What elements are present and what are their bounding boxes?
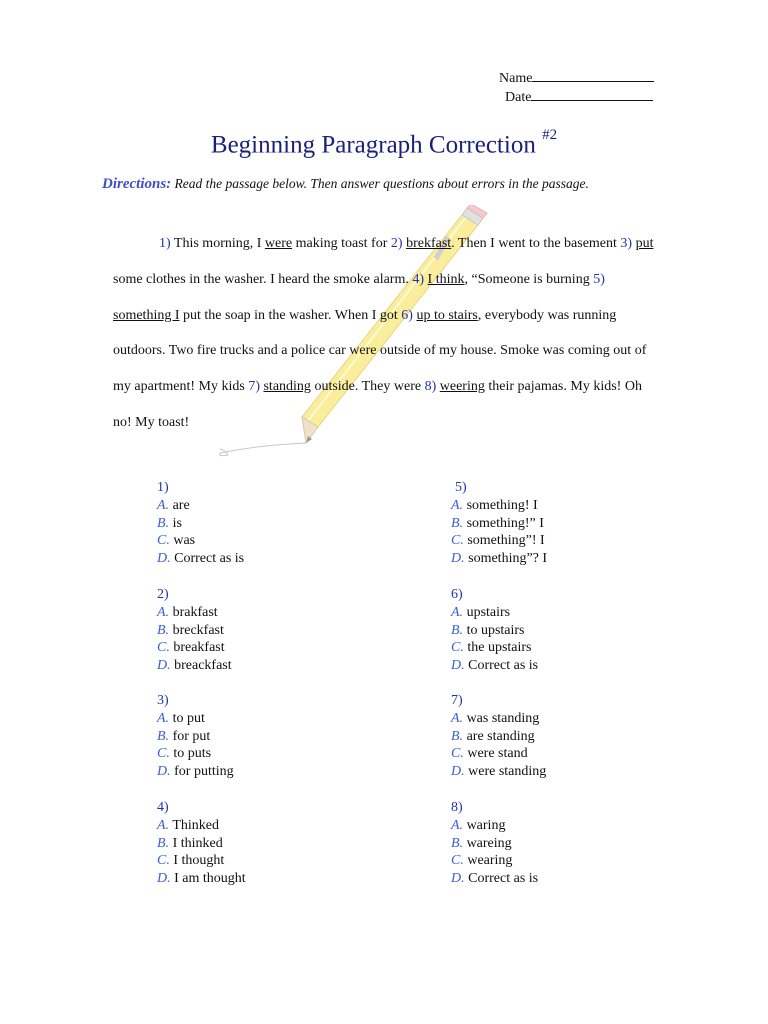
- passage-text: making toast for: [292, 236, 391, 251]
- directions-text: Read the passage below. Then answer questions about errors in the passage.: [174, 176, 589, 191]
- passage-text: their pajamas. My kids! Oh no! My toast!: [113, 379, 642, 430]
- answer-option: [157, 550, 244, 568]
- option-letter: A.: [451, 710, 464, 726]
- answer-option: [451, 710, 546, 728]
- underlined-error: up to stairs: [416, 307, 478, 323]
- question-number: 5): [455, 480, 467, 495]
- option-letter: B.: [451, 835, 464, 851]
- page-title: [0, 122, 768, 162]
- option-letter: C.: [451, 853, 464, 869]
- question-marker: 6): [401, 307, 413, 323]
- option-text: was standing: [466, 710, 540, 726]
- option-text: wareing: [466, 835, 512, 851]
- answer-option: [157, 497, 244, 515]
- answer-option: [451, 622, 538, 640]
- option-letter: A.: [451, 817, 464, 833]
- passage-text: outside. They were: [310, 379, 425, 395]
- question-marker: 1): [159, 236, 171, 251]
- underlined-error: standing: [263, 379, 311, 395]
- answer-option: [451, 639, 538, 657]
- option-letter: D.: [451, 551, 465, 567]
- question-block: [451, 692, 546, 781]
- option-letter: D.: [157, 658, 171, 674]
- name-field: [499, 69, 654, 88]
- option-text: breckfast: [172, 622, 224, 638]
- option-text: Thinked: [172, 817, 219, 833]
- directions: [102, 175, 589, 193]
- option-letter: C.: [157, 853, 170, 869]
- answer-option: [451, 550, 547, 568]
- question-number: 8): [451, 800, 463, 815]
- option-letter: A.: [157, 604, 170, 620]
- option-text: to put: [172, 710, 205, 726]
- answer-option: [451, 763, 546, 781]
- option-letter: C.: [451, 640, 464, 656]
- passage-text: some clothes in the washer. I heard the smoke alarm.: [113, 271, 413, 287]
- answer-option: [157, 852, 246, 870]
- option-letter: C.: [157, 746, 170, 762]
- answer-option: [157, 657, 232, 675]
- option-text: I thinked: [172, 835, 223, 851]
- question-number: 6): [451, 587, 463, 602]
- answer-option: [157, 870, 246, 888]
- option-text: were standing: [468, 764, 547, 780]
- option-text: were stand: [467, 746, 528, 762]
- option-text: brakfast: [172, 604, 218, 620]
- option-letter: A.: [451, 497, 464, 513]
- question-marker: 5): [593, 271, 605, 287]
- title-text: Beginning Paragraph Correction: [210, 131, 543, 159]
- answer-option: [157, 728, 234, 746]
- option-letter: D.: [157, 871, 171, 887]
- option-text: something”! I: [467, 533, 545, 549]
- option-text: the upstairs: [467, 640, 532, 656]
- question-block: [451, 586, 538, 675]
- option-text: Correct as is: [174, 551, 245, 567]
- option-letter: B.: [157, 728, 170, 744]
- name-blank-line: [532, 69, 654, 82]
- passage-text: , everybody was running outdoors. Two fire trucks and a police car were outside of my house. Smoke was coming out of my apartment! My kids: [113, 307, 647, 395]
- answer-option: [451, 515, 547, 533]
- question-marker: 4): [412, 271, 425, 287]
- option-letter: D.: [451, 764, 465, 780]
- answer-option: [157, 835, 246, 853]
- answer-option: [157, 515, 244, 533]
- passage-body: [113, 236, 653, 430]
- question-number: 2): [157, 587, 169, 602]
- answer-option: [451, 532, 547, 550]
- question-block: [157, 692, 234, 781]
- option-text: breackfast: [174, 658, 232, 674]
- option-letter: D.: [157, 551, 171, 567]
- answer-option: [157, 817, 246, 835]
- option-letter: C.: [157, 640, 170, 656]
- question-block: [451, 479, 547, 568]
- option-letter: A.: [451, 604, 464, 620]
- question-number: 4): [157, 800, 169, 815]
- option-text: I am thought: [174, 871, 246, 887]
- name-label: Name: [499, 71, 533, 86]
- passage-text: This morning, I: [170, 236, 265, 251]
- answer-option: [157, 604, 232, 622]
- question-marker: 2): [390, 236, 403, 251]
- question-number: 3): [157, 693, 169, 708]
- answer-option: [451, 728, 546, 746]
- answer-option: [157, 639, 232, 657]
- option-text: are standing: [466, 728, 535, 744]
- option-text: is: [172, 515, 182, 531]
- answer-option: [157, 710, 234, 728]
- underlined-error: weering: [439, 379, 485, 395]
- underlined-error: were: [264, 236, 293, 251]
- question-marker: 8): [424, 379, 437, 395]
- option-text: something! I: [466, 497, 538, 513]
- option-text: something!” I: [466, 515, 544, 531]
- date-blank-line: [531, 88, 653, 101]
- answer-option: [451, 657, 538, 675]
- answer-option: [451, 835, 538, 853]
- option-letter: C.: [157, 533, 170, 549]
- option-text: Correct as is: [468, 871, 539, 887]
- option-letter: C.: [451, 746, 464, 762]
- answer-option: [157, 622, 232, 640]
- option-text: Correct as is: [468, 658, 539, 674]
- option-letter: B.: [451, 622, 464, 638]
- passage-paragraph: [113, 226, 658, 441]
- option-text: was: [173, 533, 196, 549]
- option-letter: B.: [451, 728, 464, 744]
- option-text: waring: [466, 817, 506, 833]
- option-letter: B.: [451, 515, 464, 531]
- answer-option: [451, 870, 538, 888]
- question-marker: 7): [248, 379, 260, 395]
- question-block: [157, 586, 232, 675]
- passage-text: , “Someone is burning: [464, 271, 594, 287]
- underlined-error: brekfast: [406, 236, 452, 251]
- question-number: 7): [451, 693, 463, 708]
- option-text: to upstairs: [466, 622, 525, 638]
- option-text: I thought: [173, 853, 225, 869]
- title-superscript: #2: [542, 127, 558, 143]
- answer-option: [157, 532, 244, 550]
- option-letter: B.: [157, 515, 170, 531]
- answer-option: [451, 604, 538, 622]
- question-block: [157, 799, 246, 888]
- option-text: breakfast: [173, 640, 225, 656]
- option-text: for put: [172, 728, 211, 744]
- underlined-error: put: [635, 236, 654, 251]
- underlined-error: I think: [427, 271, 465, 287]
- option-letter: B.: [157, 835, 170, 851]
- option-letter: C.: [451, 533, 464, 549]
- directions-label: Directions:: [102, 176, 172, 192]
- question-number: 1): [157, 480, 169, 495]
- answer-option: [157, 745, 234, 763]
- answer-option: [451, 745, 546, 763]
- option-text: upstairs: [466, 604, 511, 620]
- question-block: [451, 799, 538, 888]
- answer-option: [157, 763, 234, 781]
- option-letter: A.: [157, 497, 170, 513]
- passage-text: put the soap in the washer. When I got: [179, 307, 402, 323]
- date-field: [505, 88, 653, 107]
- passage-text: . Then I went to the basement: [451, 236, 621, 251]
- option-letter: B.: [157, 622, 170, 638]
- option-letter: A.: [157, 817, 170, 833]
- option-letter: A.: [157, 710, 170, 726]
- question-block: [157, 479, 244, 568]
- date-label: Date: [505, 90, 532, 105]
- underlined-error: something I: [113, 307, 180, 323]
- option-letter: D.: [451, 658, 465, 674]
- option-letter: D.: [451, 871, 465, 887]
- option-text: something”? I: [468, 551, 548, 567]
- option-text: wearing: [467, 853, 513, 869]
- option-text: to puts: [173, 746, 212, 762]
- answer-option: [451, 852, 538, 870]
- option-letter: D.: [157, 764, 171, 780]
- answer-option: [451, 497, 547, 515]
- option-text: for putting: [174, 764, 234, 780]
- answer-option: [451, 817, 538, 835]
- question-marker: 3): [620, 236, 633, 251]
- option-text: are: [172, 497, 190, 513]
